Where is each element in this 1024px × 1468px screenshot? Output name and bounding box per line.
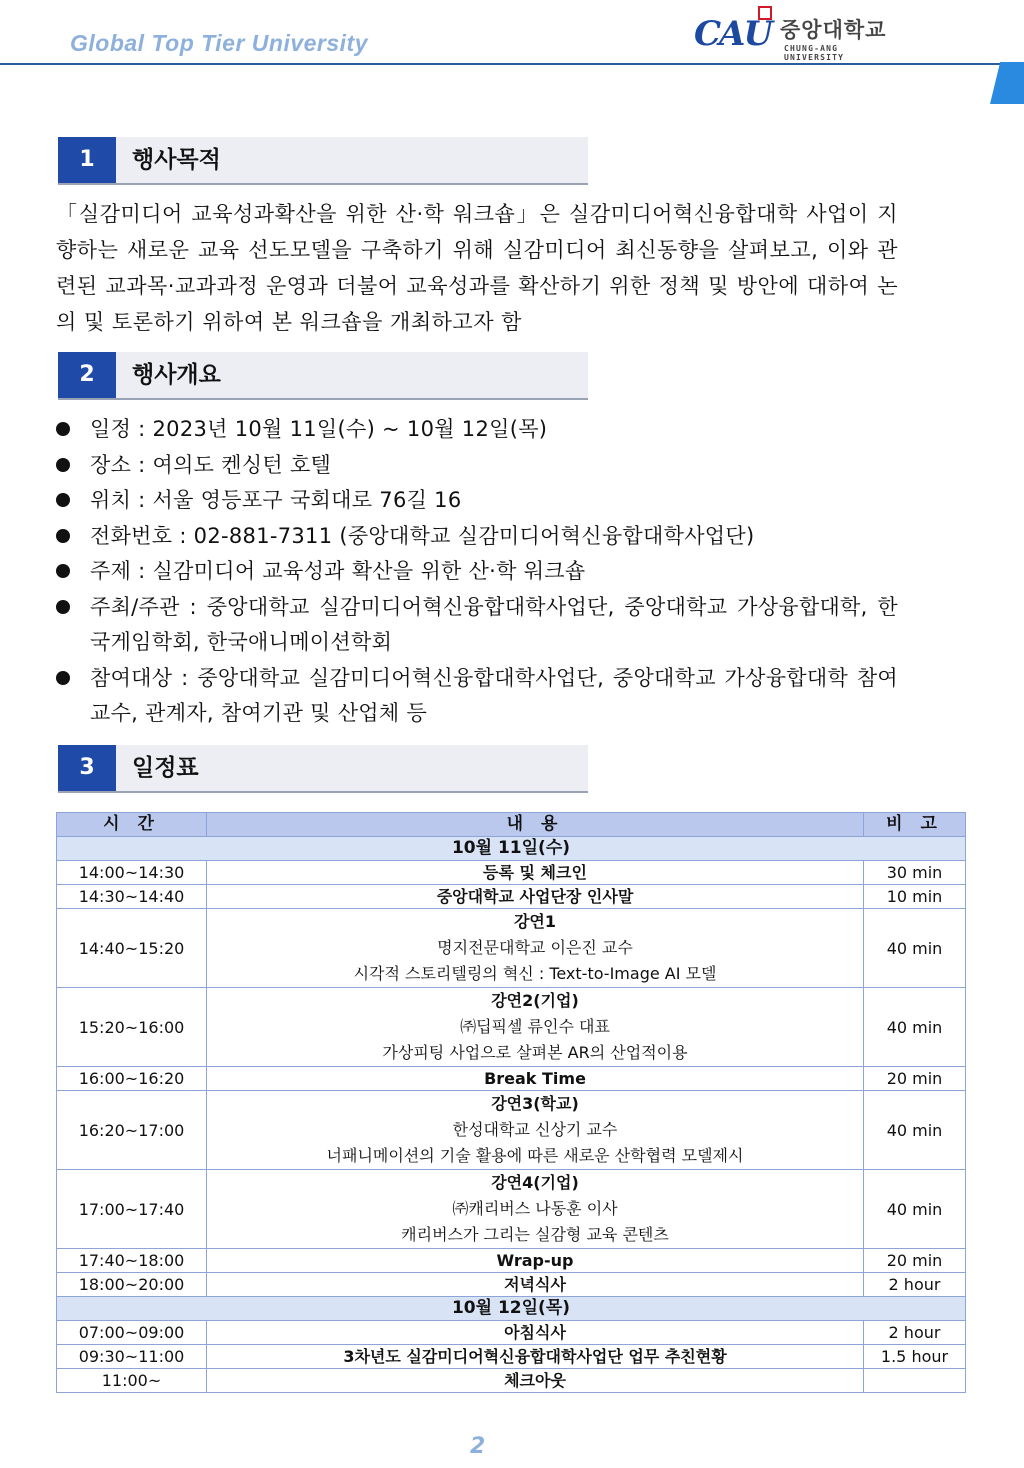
- bullet-icon: [56, 493, 70, 507]
- list-item: 주제 : 실감미디어 교육성과 확산을 위한 산·학 워크숍: [56, 554, 898, 590]
- section-title: 행사목적: [132, 147, 221, 173]
- table-row: 11:00~ 체크아웃: [57, 1369, 966, 1393]
- section-number: 3: [58, 745, 116, 791]
- bullet-icon: [56, 600, 70, 614]
- logo-korean: 중앙대학교: [780, 18, 887, 42]
- day-row: 10월 12일(목): [57, 1297, 966, 1321]
- page-header: [0, 0, 1024, 66]
- logo-red-square: [758, 6, 772, 20]
- header-divider: [0, 63, 1000, 65]
- section-title: 일정표: [132, 755, 199, 781]
- bullet-icon: [56, 458, 70, 472]
- logo-english: CHUNG-ANG UNIVERSITY: [784, 44, 845, 62]
- table-row: 16:20~17:00 강연3(학교) 한성대학교 신상기 교수 너패니메이션의 기술 활용에 따른 새로운 산학협력 모델제시 40 min: [57, 1091, 966, 1170]
- header-time: 시 간: [57, 813, 207, 837]
- table-header-row: [57, 813, 966, 837]
- list-item: 위치 : 서울 영등포구 국회대로 76길 16: [56, 483, 898, 519]
- day-row: 10월 11일(수): [57, 837, 966, 861]
- schedule-table: [56, 812, 966, 1393]
- bullet-icon: [56, 671, 70, 685]
- list-item: 참여대상 : 중앙대학교 실감미디어혁신융합대학사업단, 중앙대학교 가상융합대학 참여교수, 관계자, 참여기관 및 산업체 등: [56, 661, 898, 732]
- section-title: 행사개요: [132, 362, 221, 388]
- corner-decoration: [990, 62, 1024, 104]
- table-row: 09:30~11:00 3차년도 실감미디어혁신융합대학사업단 업무 추친현황 1.5 hour: [57, 1345, 966, 1369]
- table-row: 17:40~18:00 Wrap-up 20 min: [57, 1249, 966, 1273]
- table-row: 07:00~09:00 아침식사 2 hour: [57, 1321, 966, 1345]
- bullet-icon: [56, 564, 70, 578]
- list-item: 전화번호 : 02-881-7311 (중앙대학교 실감미디어혁신융합대학사업단): [56, 519, 898, 555]
- section-1-heading: [58, 137, 588, 185]
- table-row: 16:00~16:20 Break Time 20 min: [57, 1067, 966, 1091]
- table-row: 14:00~14:30 등록 및 체크인 30 min: [57, 861, 966, 885]
- bullet-icon: [56, 422, 70, 436]
- section-number: 1: [58, 137, 116, 183]
- list-item: 일정 : 2023년 10월 11일(수) ~ 10월 12일(목): [56, 412, 898, 448]
- table-row: 17:00~17:40 강연4(기업) ㈜캐리버스 나동훈 이사 캐리버스가 그리는 실감형 교육 콘텐츠 40 min: [57, 1170, 966, 1249]
- table-row: 14:40~15:20 강연1 명지전문대학교 이은진 교수 시각적 스토리텔링의 혁신 : Text-to-Image AI 모델 40 min: [57, 909, 966, 988]
- list-item: 주최/주관 : 중앙대학교 실감미디어혁신융합대학사업단, 중앙대학교 가상융합대학, 한국게임학회, 한국애니메이션학회: [56, 590, 898, 661]
- header-content: 내 용: [207, 813, 864, 837]
- page-number: 2: [470, 1434, 486, 1459]
- university-logo: [694, 6, 894, 62]
- header-note: 비 고: [864, 813, 966, 837]
- header-tagline: Global Top Tier University: [70, 30, 369, 56]
- section-2-heading: [58, 352, 588, 400]
- table-row: 15:20~16:00 강연2(기업) ㈜딥픽셀 류인수 대표 가상피팅 사업으로 살펴본 AR의 산업적이용 40 min: [57, 988, 966, 1067]
- bullet-icon: [56, 529, 70, 543]
- overview-list: [56, 412, 898, 732]
- table-row: 18:00~20:00 저녁식사 2 hour: [57, 1273, 966, 1297]
- section-number: 2: [58, 352, 116, 398]
- list-item: 장소 : 여의도 켄싱턴 호텔: [56, 448, 898, 484]
- logo-mark: CAU: [694, 14, 772, 54]
- purpose-paragraph: 「실감미디어 교육성과확산을 위한 산·학 워크숍」은 실감미디어혁신융합대학 사업이 지향하는 새로운 교육 선도모델을 구축하기 위해 실감미디어 최신동향을 살펴보고, 이와 관련된 교과목·교과과정 운영과 더불어 교육성과를 확산하기 위한 정책 및 방안에 대하여 논의 및 토론하기 위하여 본 워크숍을 개최하고자 함: [56, 202, 898, 334]
- section-3-heading: [58, 745, 588, 793]
- table-row: 14:30~14:40 중앙대학교 사업단장 인사말 10 min: [57, 885, 966, 909]
